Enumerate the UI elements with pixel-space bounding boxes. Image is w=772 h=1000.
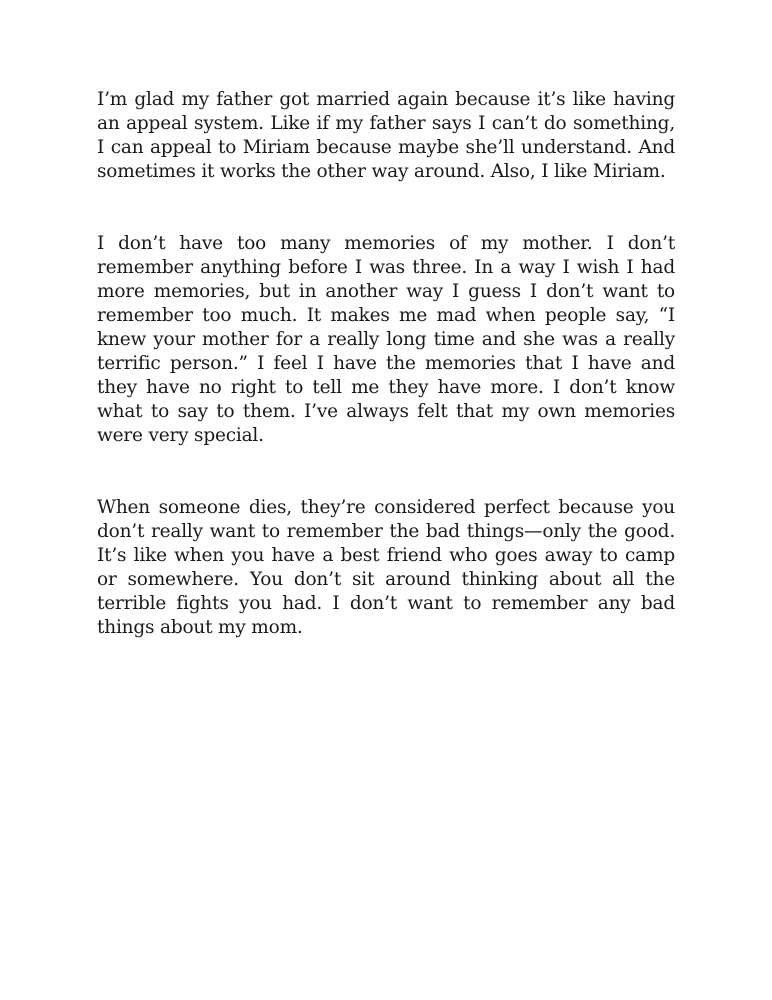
document-page [97,88,675,688]
paragraph-memories-of-mother: I don’t have too many memories of my mother. I don’t remember anything before I was three. In a way I wish I had more memories, but in another way I guess I don’t want to remember too much. It makes me mad when people say, “I knew your mother for a really long time and she was a really terrific person.” I feel I have the memories that I have and they have no right to tell me they have more. I don’t know what to say to them. I’ve always felt that my own memories were very special. [97,233,675,446]
paragraph-father-married: I’m glad my father got married again because it’s like having an appeal system. Like if my father says I can’t do something, I can appeal to Miriam because maybe she’ll understand. And sometimes it works the other way around. Also, I like Miriam. [97,89,675,182]
paragraph-someone-dies: When someone dies, they’re considered perfect because you don’t really want to remember the bad things—only the good. It’s like when you have a best friend who goes away to camp or somewhere. You don’t sit around thinking about all the terrible fights you had. I don’t want to remember any bad things about my mom. [97,497,675,638]
